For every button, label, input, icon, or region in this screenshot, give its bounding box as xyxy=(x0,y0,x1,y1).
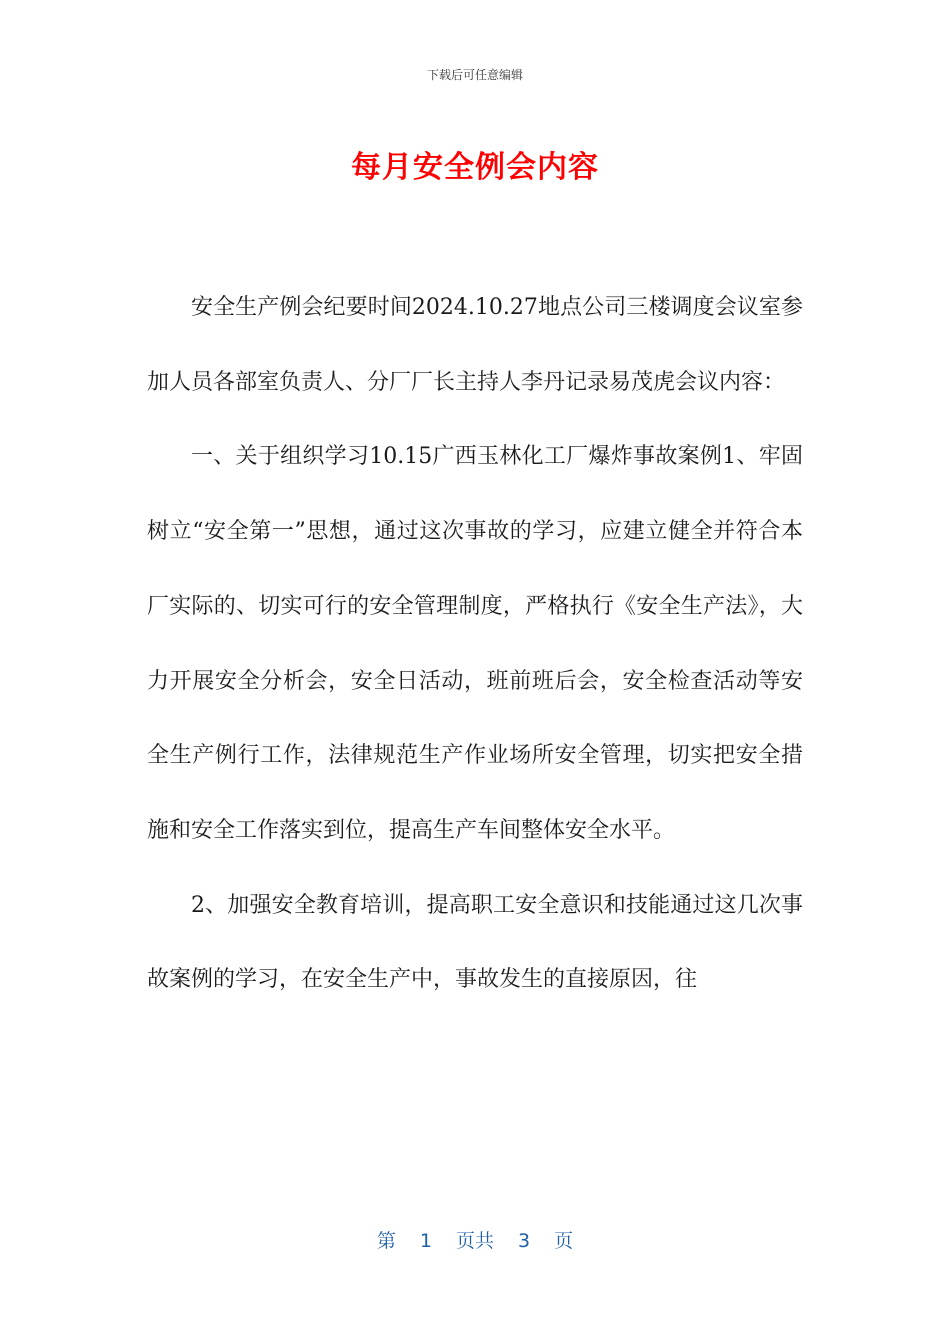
paragraph-meeting-info: 安全生产例会纪要时间2024.10.27地点公司三楼调度会议室参加人员各部室负责人、分厂厂长主持人李丹记录易茂虎会议内容： xyxy=(147,295,803,395)
document-title: 每月安全例会内容 xyxy=(351,150,599,185)
header-note: 下载后可任意编辑 xyxy=(426,68,523,82)
page-number-footer xyxy=(0,1226,950,1253)
document-body xyxy=(147,271,803,1018)
page-label-suffix: 页 xyxy=(554,1230,574,1252)
page-label-prefix: 第 xyxy=(376,1230,396,1252)
paragraph-section-one: 一、关于组织学习10.15广西玉林化工厂爆炸事故案例1、牢固树立“安全第一”思想，通过这次事故的学习，应建立健全并符合本厂实际的、切实可行的安全管理制度，严格执行《安全生产法》，大力开展安全分析会，安全日活动，班前班后会，安全检查活动等安全生产例行工作，法律规范生产作业场所安全管理，切实把安全措施和安全工作落实到位，提高生产车间整体安全水平。 xyxy=(147,444,803,843)
paragraph-section-two: 2、加强安全教育培训，提高职工安全意识和技能通过这几次事故案例的学习，在安全生产中，事故发生的直接原因，往 xyxy=(147,892,803,993)
page-total: 3 xyxy=(518,1230,531,1252)
page-current: 1 xyxy=(419,1230,432,1252)
page-label-mid: 页共 xyxy=(455,1230,494,1252)
